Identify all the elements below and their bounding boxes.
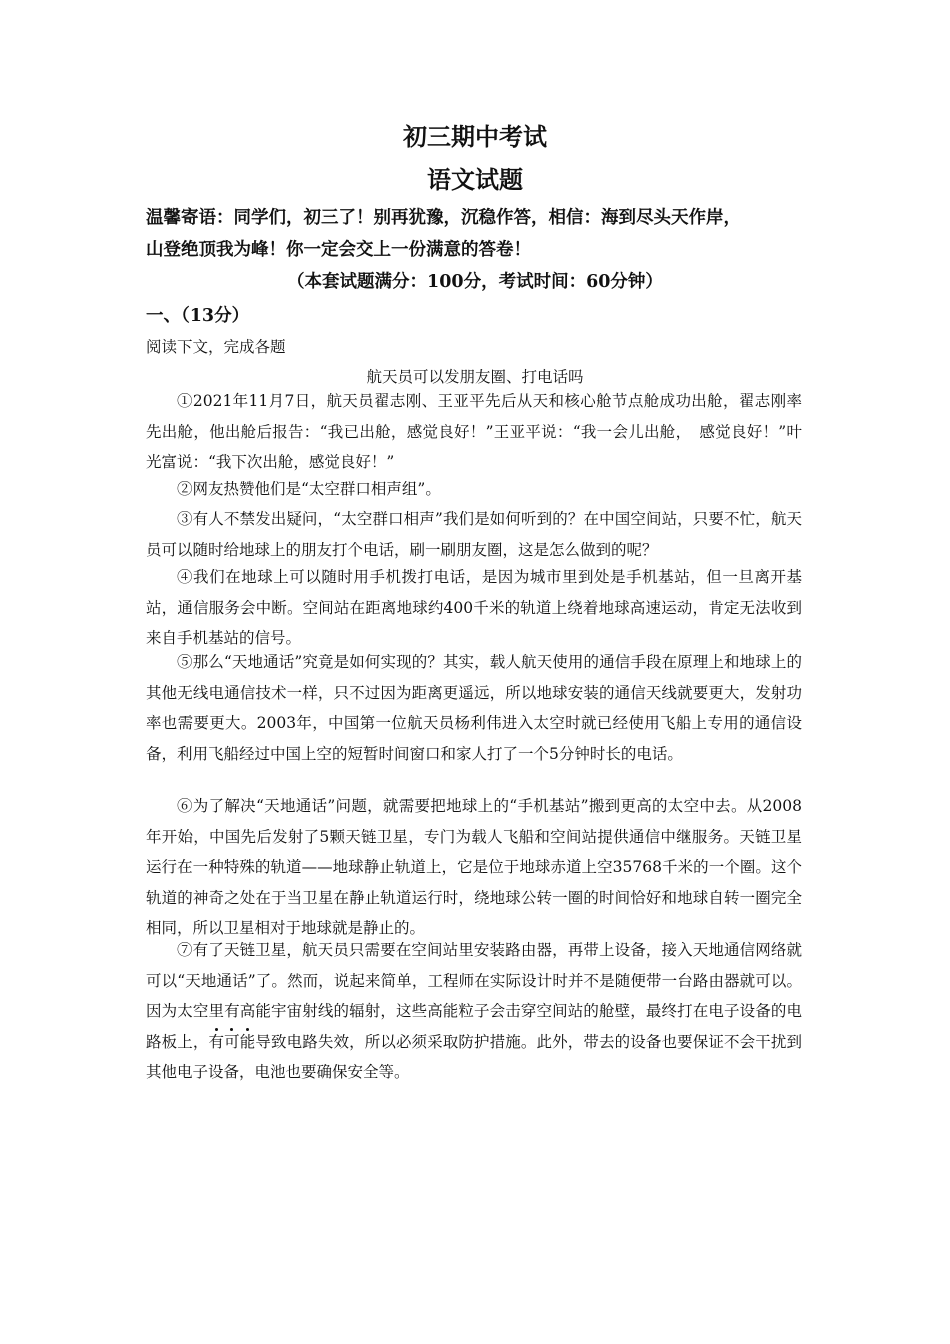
passage-paragraph-6: ⑥为了解决“天地通话”问题，就需要把地球上的“手机基站”搬到更高的太空中去。从2008年开始，中国先后发射了5颗天链卫星，专门为载人飞船和空间站提供通信中继服务。天链卫星运行在一种特殊的轨道——地球静止轨道上，它是位于地球赤道上空35768千米的一个圈。这个轨道的神奇之处在于当卫星在静止轨道运行时，绕地球公转一圈的时间恰好和地球自转一圈完全相同，所以卫星相对于地球就是静止的。 — [146, 797, 802, 937]
passage-paragraph-2: ②网友热赞他们是“太空群口相声组”。 — [177, 480, 441, 498]
passage-paragraph-5: ⑤那么“天地通话”究竟是如何实现的？其实，载人航天使用的通信手段在原理上和地球上的其他无线电通信技术一样，只不过因为距离更遥远，所以地球安装的通信天线就要更大，发射功率也需要更大。2003年，中国第一位航天员杨利伟进入太空时就已经使用飞船上专用的通信设备，利用飞船经过中国上空的短暂时间窗口和家人打了一个5分钟时长的电话。 — [146, 653, 802, 763]
emphasis-char: 可 — [224, 1032, 240, 1051]
section-instruction: 阅读下文，完成各题 — [146, 338, 286, 356]
exam-title: 初三期中考试 — [403, 122, 547, 151]
passage-paragraph-7 — [146, 935, 802, 1088]
greeting-line-1: 温馨寄语：同学们，初三了！别再犹豫，沉稳作答，相信：海到尽头天作岸， — [146, 208, 741, 228]
paragraph-7-text-end: 导致电路失效，所以必须采取防护措施。此外，带去的设备也要保证不会干扰到其他电子设备，电池也要确保安全等。 — [146, 1032, 802, 1081]
passage-title: 航天员可以发朋友圈、打电话吗 — [366, 368, 584, 386]
emphasis-char: 能 — [239, 1032, 256, 1051]
section-heading: 一、（13分） — [146, 306, 250, 326]
passage-paragraph-4: ④我们在地球上可以随时用手机拨打电话，是因为城市里到处是手机基站，但一旦离开基站，通信服务会中断。空间站在距离地球约400千米的轨道上绕着地球高速运动，肯定无法收到来自手机基站的信号。 — [146, 568, 802, 647]
exam-info: （本套试题满分：100分，考试时间：60分钟） — [287, 272, 663, 292]
passage-paragraph-3: ③有人不禁发出疑问，“太空群口相声”我们是如何听到的？在中国空间站，只要不忙，航天员可以随时给地球上的朋友打个电话，刷一刷朋友圈，这是怎么做到的呢？ — [146, 510, 802, 559]
paragraph-7-text-start: ⑦有了天链卫星，航天员只需要在空间站里安装路由器，再带上设备，接入天地通信网络就可以“天地通话”了。然而，说起来简单，工程师在实际设计时并不是随便带一台路由器就可以。因为太空里有高能宇宙射线的辐射，这些高能粒子会击穿空间站的舱壁，最终打在电子设备的电路板上， — [146, 941, 802, 1051]
exam-subtitle: 语文试题 — [427, 165, 523, 194]
greeting-line-2: 山登绝顶我为峰！你一定会交上一份满意的答卷！ — [146, 240, 531, 260]
passage-paragraph-1: ①2021年11月7日，航天员翟志刚、王亚平先后从天和核心舱节点舱成功出舱，翟志刚率先出舱，他出舱后报告：“我已出舱，感觉良好！”王亚平说：“我一会儿出舱， 感觉良好！”叶光富说：“我下次出舱，感觉良好！” — [146, 392, 802, 471]
emphasis-char: 有 — [208, 1032, 225, 1051]
